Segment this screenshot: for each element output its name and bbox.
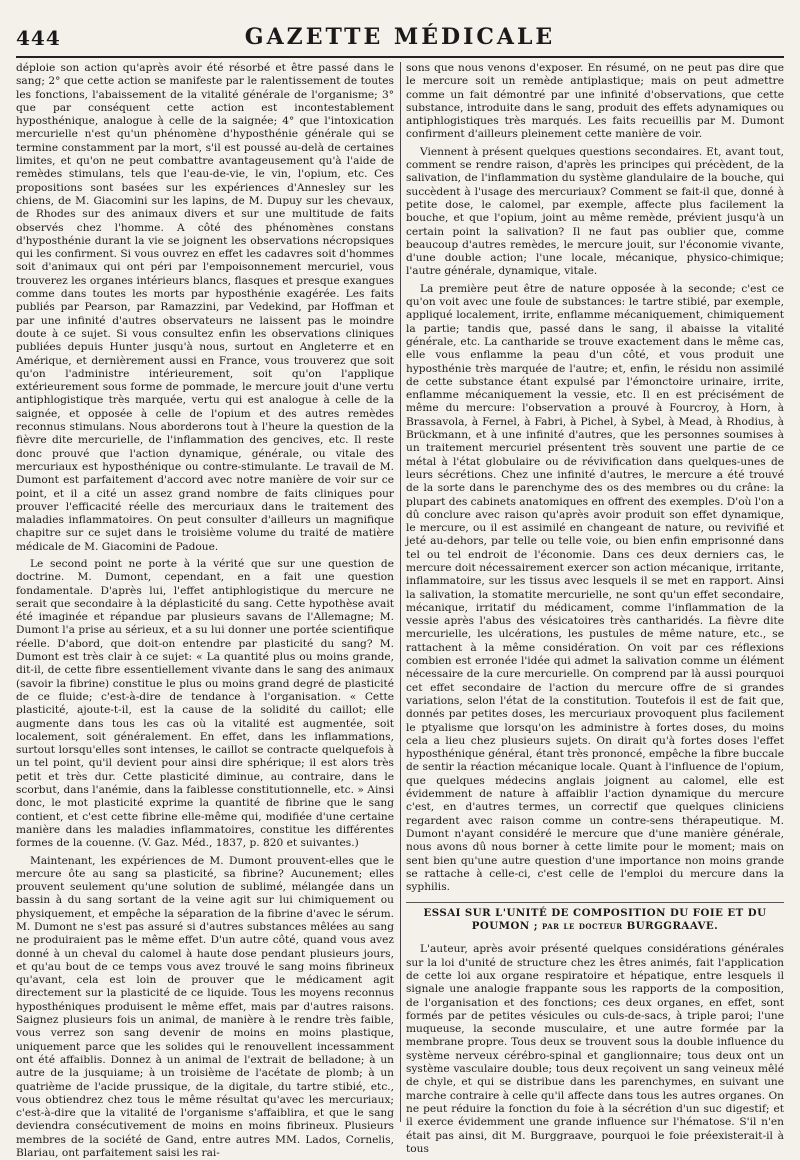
journal-title: GAZETTE MÉDICALE [244,24,556,50]
page-number: 444 [16,26,61,50]
left-paragraph-1: déploie son action qu'après avoir été résorbé et être passé dans le sang; 2° que cette action se manifeste par le ralentissement de toutes les fonctions, l'abaissement de la vitalité générale de l'organisme; 3° que par conséquent cette action est incontestablement hyposthénique, analogue à celle de la saignée; 4° que l'intoxication mercurielle n'est qu'un phénomène d'hyposthénie générale qui se termine constamment par la mort, s'il est poussé au-delà de certaines limites, et qu'on ne peut combattre avantageusement qu'à l'aide de remèdes stimulans, tels que l'eau-de-vie, le vin, l'opium, etc. Ces propositions sont basées sur les expériences d'Annesley sur les chiens, de M. Giacomini sur les lapins, de M. Dupuy sur les chevaux, de Rhodes sur des animaux divers et sur une multitude de faits observés chez l'homme. A côté des phénomènes constans d'hyposthénie durant la vie se joignent les observations nécropsiques qui les confirment. Si vous ouvrez en effet les cadavres soit d'hommes soit d'animaux qui ont péri par l'empoisonnement mercuriel, vous trouverez les organes intérieurs blancs, flasques et presque exangues comme dans toutes les morts par hyposthénie exagérée. Les faits publiés par Pearson, par Ramazzini, par Vedekind, par Hoffman et par une infinité d'autres observateurs ne laissent pas le moindre doute à ce sujet. Si vous consultez enfin les observations cliniques publiées depuis Hunter jusqu'à nous, surtout en Angleterre et en Amérique, et dernièrement aussi en France, vous trouverez que soit qu'on l'administre intérieurement, soit qu'on l'applique extérieurement sous forme de pommade, le mercure jouit d'une vertu antiphlogistique très marquée, vertu qui est analogue à celle de la saignée, et opposée à celle de l'opium et des autres remèdes reconnus stimulans. Nous aborderons tout à l'heure la question de la fièvre dite mercurielle, de l'inflammation des gencives, etc. Il reste donc prouvé que l'action dynamique, générale, ou vitale des mercuriaux est hyposthénique ou contre-stimulante. Le travail de M. Dumont est parfaitement d'accord avec notre manière de voir sur ce point, et il a cité un assez grand nombre de faits cliniques pour prouver l'efficacité réelle des mercuriaux dans le traitement des maladies inflammatoires. On peut consulter d'ailleurs un magnifique chapitre sur ce sujet dans le troisième volume du traité de matière médicale de M. Giacomini de Padoue. [16,62,394,553]
left-paragraph-2: Le second point ne porte à la vérité que sur une question de doctrine. M. Dumont, cependant, en a fait une question fondamentale. D'après lui, l'effet antiphlogistique du mercure ne serait que secondaire à la déplasticité du sang. Cette hypothèse avait été imaginée et répandue par plusieurs savans de l'Allemagne; M. Dumont l'a prise au sérieux, et a su lui donner une portée scientifique réelle. D'abord, que doit-on entendre par plasticité du sang? M. Dumont est très clair à ce sujet: « La quantité plus ou moins grande, dit-il, de cette fibre essentiellement vivante dans le sang des animaux (savoir la fibrine) constitue le plus ou moins grand degré de plasticité de ce fluide; c'est-à-dire de tendance à l'organisation. « Cette plasticité, ajoute-t-il, est la cause de la solidité du caillot; elle augmente dans tous les cas où la vitalité est augmentée, soit localement, soit généralement. En effet, dans les inflammations, surtout lorsqu'elles sont intenses, le caillot se contracte quelquefois à un tel point, qu'il devient pour ainsi dire sphérique; il est alors très petit et très dur. Cette plasticité diminue, au contraire, dans le scorbut, dans l'anémie, dans la faiblesse constitutionnelle, etc. » Ainsi donc, le mot plasticité exprime la quantité de fibrine que le sang contient, et c'est cette fibrine elle-même qui, modifiée d'une certaine manière dans les maladies inflammatoires, constitue les différentes formes de la couenne. (V. Gaz. Méd., 1837, p. 820 et suivantes.) [16,557,394,850]
right-column [406,62,784,1155]
article-heading [406,902,784,933]
right-paragraph-1: sons que nous venons d'exposer. En résumé, on ne peut pas dire que le mercure soit un remède antiplastique; mais on peut admettre comme un fait démontré par une infinité d'observations, que cette substance, introduite dans le sang, produit des effets adynamiques ou antiphlogistiques très marqués. Les faits recueillis par M. Dumont confirment d'ailleurs pleinement cette manière de voir. [406,62,784,141]
right-paragraph-3: La première peut être de nature opposée à la seconde; c'est ce qu'on voit avec une foule de substances: le tartre stibié, par exemple, appliqué localement, irrite, enflamme mécaniquement, chimiquement la partie; tandis que, passé dans le sang, il abaisse la vitalité générale, etc. La cantharide se trouve exactement dans le même cas, elle vous enflamme la peau d'un côté, et vous produit une hyposthénie très marquée de l'autre; et, enfin, le résidu non assimilé de cette substance étant expulsé par l'émonctoire urinaire, irrite, enflamme mécaniquement la vessie, etc. Il en est précisément de même du mercure: l'observation a prouvé à Fourcroy, à Horn, à Brassavola, à Fernel, à Fabri, à Pichel, à Sybel, à Mead, à Rhodius, à Brückmann, et à une infinité d'autres, que les personnes soumises à un traitement mercuriel présentent très souvent une partie de ce métal à l'état globulaire ou de révivification dans quelques-unes de leurs sécrétions. Chez une infinité d'autres, le mercure a été trouvé de la sorte dans le parenchyme des os des membres ou du crâne: la plupart des cabinets anatomiques en offrent des exemples. D'où l'on a dû conclure avec raison qu'après avoir produit son effet dynamique, le mercure, ou il est assimilé en changeant de nature, ou revivifié et jeté au-dehors, par telle ou telle voie, ou bien enfin emprisonné dans tel ou tel endroit de l'économie. Dans ces deux derniers cas, le mercure doit nécessairement exercer son action mécanique, irritante, inflammatoire, sur les tissus avec lesquels il se met en rapport. Ainsi la salivation, la stomatite mercurielle, ne sont qu'un effet secondaire, mécanique, irritatif du médicament, comme l'inflammation de la vessie après l'abus des vésicatoires très cantharidés. La fièvre dite mercurielle, les ulcérations, les pustules de même nature, etc., se rattachent à la même considération. On voit par ces réflexions combien est erronée l'idée qui admet la salivation comme un élément nécessaire de la cure mercurielle. On comprend par là aussi pourquoi cet effet secondaire de l'action du mercure offre de si grandes variations, selon l'état de la constitution. Toutefois il est de fait que, donnés par petites doses, les mercuriaux provoquent plus facilement le ptyalisme que lorsqu'on les administre à fortes doses, du moins cela a lieu chez plusieurs sujets. On dirait qu'à fortes doses l'effet hyposthénique général, étant très prononcé, empêche la fibre buccale de sentir la réaction mécanique locale. Quant à l'influence de l'opium, que quelques médecins anglais joignent au calomel, elle est évidemment de nature à affaiblir l'action dynamique du mercure c'est, en d'autres termes, un correctif que quelques cliniciens regardent avec raison comme un contre-sens thérapeutique. M. Dumont n'ayant considéré le mercure que d'une manière générale, nous avons dû nous borner à cette limite pour le moment; mais on sent bien qu'une autre question d'une importance non moins grande se rattache à celle-ci, c'est celle de l'emploi du mercure dans la syphilis. [406,282,784,894]
article-paragraph-1: L'auteur, après avoir présenté quelques considérations générales sur la loi d'unité de structure chez les êtres animés, fait l'application de cette loi aux organe respiratoire et hépatique, entre lesquels il signale une analogie frappante sous les rapports de la composition, de l'organisation et des fonctions; ces deux organes, en effet, sont formés par de petites vésicules ou culs-de-sacs, à triple paroi; l'une muqueuse, la seconde musculaire, et une autre formée par la membrane propre. Tous deux se trouvent sous la double influence du système nerveux cérébro-spinal et ganglionnaire; tous deux ont un système vasculaire double; tous deux reçoivent un sang veineux mêlé de chyle, et qui se distribue dans les parenchymes, en suivant une marche contraire à celle qu'il affecte dans tous les autres organes. On ne peut réduire la fonction du foie à la sécrétion d'un suc digestif; et il exerce évidemment une grande influence sur l'hématose. S'il n'en était pas ainsi, dit M. Burggraave, pourquoi le foie préexisterait-il à tous [406,943,784,1155]
article-heading-text: ESSAI SUR L'UNITÉ DE COMPOSITION DU FOIE ET DU POUMON ; par le docteur BURGGRAAVE. [423,907,767,933]
right-paragraph-2: Viennent à présent quelques questions secondaires. Et, avant tout, comment se rendre raison, d'après les principes qui précèdent, de la salivation, de l'inflammation du système glandulaire de la bouche, qui succèdent à l'usage des mercuriaux? Comment se fait-il que, donné à petite dose, le calomel, par exemple, affecte plus facilement la bouche, et que l'opium, joint au même remède, prévient jusqu'à un certain point la salivation? Il ne faut pas oublier que, comme beaucoup d'autres remèdes, le mercure jouit, sur l'économie vivante, d'une double action; l'une locale, mécanique, physico-chimique; l'autre générale, dynamique, vitale. [406,145,784,278]
page-header [16,22,784,58]
left-paragraph-3: Maintenant, les expériences de M. Dumont prouvent-elles que le mercure ôte au sang sa plasticité, sa fibrine? Aucunement; elles prouvent seulement qu'une solution de sublimé, mélangée dans un bassin à du sang sortant de la veine agit sur lui chimiquement ou physiquement, et empêche la séparation de la fibrine d'avec le sérum. M. Dumont ne s'est pas assuré si d'autres substances mêlées au sang ne produiraient pas le même effet. D'un autre côté, quand vous avez donné à un cheval du calomel à haute dose pendant plusieurs jours, et qu'au bout de ce temps vous avez trouvé le sang moins fibrineux qu'avant, cela est loin de prouver que le médicament agit directement sur la plasticité de ce liquide. Tous les moyens reconnus hyposthéniques produisent le même effet, mais par d'autres raisons. Saignez plusieurs fois un animal, de manière à le rendre très faible, vous verrez son sang devenir de moins en moins plastique, uniquement parce que les solides qui le renouvellent incessamment ont été affaiblis. Donnez à un animal de l'extrait de belladone; à un autre de la jusquiame; à un troisième de l'acétate de plomb; à un quatrième de l'acide prussique, de la digitale, du tartre stibié, etc., vous obtiendrez chez tous le même résultat qu'avec les mercuriaux; c'est-à-dire que la vitalité de l'organisme s'affaiblira, et que le sang deviendra consécutivement de moins en moins fibrineux. Plusieurs membres de la société de Gand, entre autres MM. Lados, Cornelis, Blariau, ont parfaitement saisi les rai- [16,854,394,1160]
text-columns [16,62,784,1160]
column-divider [400,62,401,1122]
left-column [16,62,394,1160]
